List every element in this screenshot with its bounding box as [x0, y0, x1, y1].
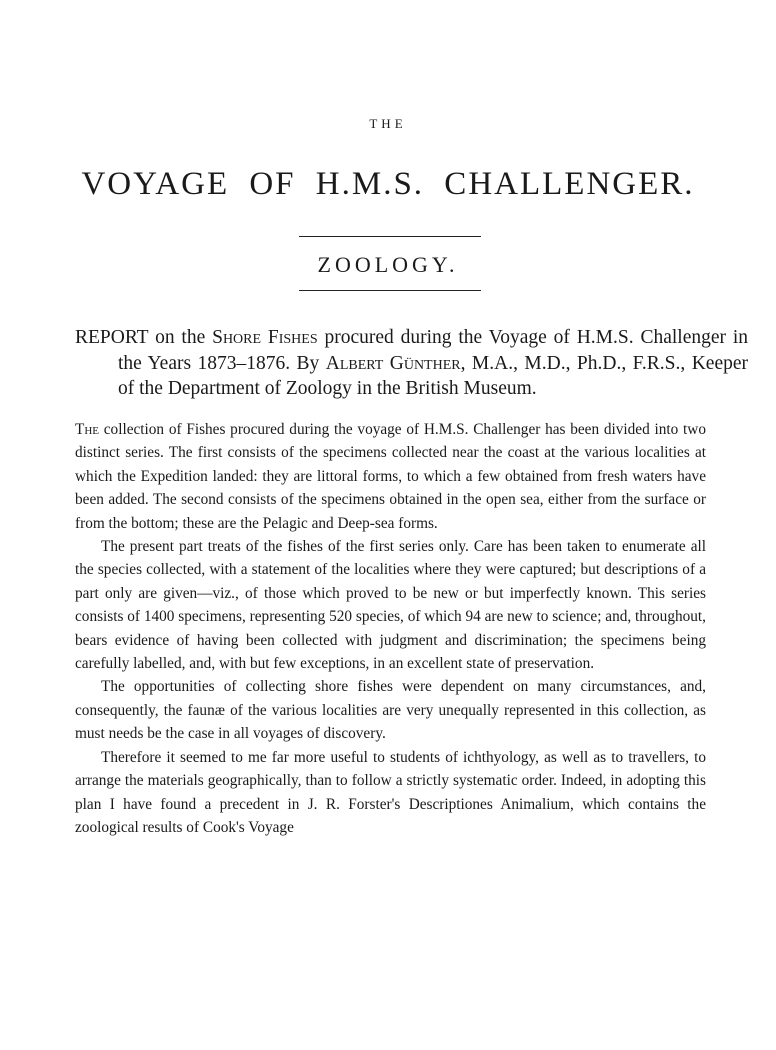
report-subject: Shore Fishes: [212, 327, 318, 348]
paragraph-3: The opportunities of collecting shore fishes were dependent on many circumstances, and, consequently, the faunæ of the various localities are very unequally represented in this collection, as must needs be the case in all voyages of discovery.: [75, 678, 706, 743]
report-heading: [75, 325, 748, 402]
paragraph-1-lead: The: [75, 421, 100, 438]
body-text: [75, 418, 706, 839]
report-lead: REPORT: [75, 327, 149, 348]
divider-top: [299, 236, 481, 237]
page-title: VOYAGE OF H.M.S. CHALLENGER.: [81, 166, 695, 202]
series-prefix: THE: [369, 116, 407, 131]
section-title: ZOOLOGY.: [317, 252, 459, 277]
paragraph-2: The present part treats of the fishes of the first series only. Care has been taken to enumerate all the species collected, with a statement of the localities where they were captured; but descriptions of a part only are given—viz., of those which proved to be new or but imperfectly known. This series consists of 1400 specimens, representing 520 species, of which 94 are new to science; and, throughout, bears evidence of having been collected with judgment and discrimination; the specimens being carefully labelled, and, with but few exceptions, in an excellent state of preservation.: [75, 538, 706, 673]
paragraph-4: Therefore it seemed to me far more useful to students of ichthyology, as well as to travellers, to arrange the materials geographically, than to follow a strictly systematic order. Indeed, in adopting this plan I have found a precedent in J. R. Forster's Descriptiones Animalium, which contains the zoological results of Cook's Voyage: [75, 748, 706, 836]
report-text-2: procured during the Voyage of H.M.S. Challenger in the Years 1873–1876. By: [118, 327, 748, 374]
report-text-1: on the: [148, 327, 213, 348]
report-author: Albert Günther: [325, 352, 461, 374]
report-text-3: , M.A., M.D., Ph.D., F.R.S., Keeper of the Department of Zoology in the British Museum.: [118, 352, 748, 399]
divider-bottom: [299, 290, 481, 291]
paragraph-1: [75, 418, 706, 535]
paragraph-1-text: collection of Fishes procured during the voyage of H.M.S. Challenger has been divided into two distinct series. The first consists of the specimens collected near the coast at the various localities at which the Expedition landed: they are littoral forms, to which a few obtained from fresh waters have been added. The second consists of the specimens obtained in the open sea, either from the surface or from the bottom; these are the Pelagic and Deep-sea forms.: [75, 421, 706, 532]
